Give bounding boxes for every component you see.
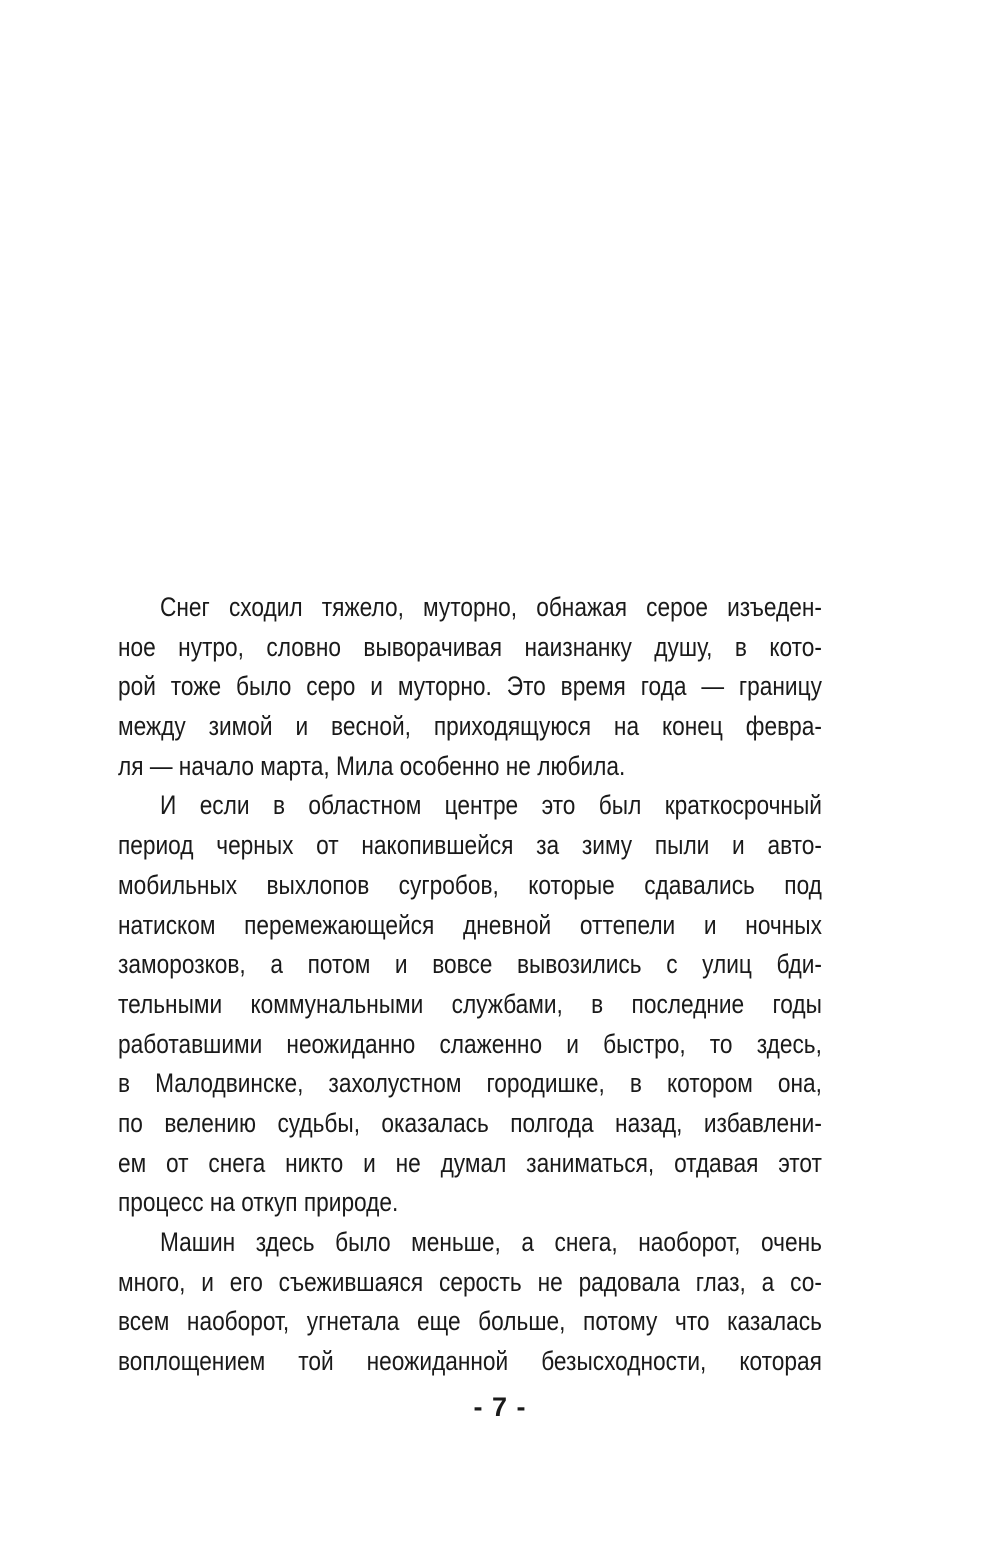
paragraph-2-line-10: ем от снега никто и не думал заниматься, отдавая этот xyxy=(118,1147,822,1178)
paragraph-1-line-1: Снег сходил тяжело, муторно, обнажая серое изъеден- xyxy=(160,592,822,622)
paragraph-3-line-4: воплощением той неожиданной безысходности, которая xyxy=(118,1346,822,1377)
paragraph-2-line-8: в Малодвинске, захолустном городишке, в котором она, xyxy=(118,1068,822,1099)
paragraph-2-line-5: заморозков, а потом и вовсе вывозились с улиц бди- xyxy=(118,949,822,980)
paragraph-1-line-2: ное нутро, словно выворачивая наизнанку душу, в кото- xyxy=(118,631,822,662)
paragraph-2-line-4: натиском перемежающейся дневной оттепели и ночных xyxy=(118,909,822,940)
paragraph-1-line-4: между зимой и весной, приходящуюся на конец февра- xyxy=(118,711,822,742)
paragraph-3-line-2: много, и его съежившаяся серость не радовала глаз, а со- xyxy=(118,1266,822,1297)
paragraph-1-line-5: ля — начало марта, Мила особенно не любила. xyxy=(118,750,626,781)
paragraph-2-line-11: процесс на откуп природе. xyxy=(118,1187,399,1218)
paragraph-1-line-3: рой тоже было серо и муторно. Это время года — границу xyxy=(118,671,822,702)
paragraph-2-line-9: по велению судьбы, оказалась полгода назад, избавлени- xyxy=(118,1107,822,1138)
paragraph-3-line-3: всем наоборот, угнетала еще больше, потому что казалась xyxy=(118,1306,822,1337)
paragraph-2-line-1: И если в областном центре это был краткосрочный xyxy=(160,790,822,821)
paragraph-3-line-1: Машин здесь было меньше, а снега, наоборот, очень xyxy=(160,1227,822,1257)
body-text xyxy=(118,588,822,1382)
paragraph-2-line-2: период черных от накопившейся за зиму пыли и авто- xyxy=(118,830,822,861)
paragraph-2-line-7: работавшими неожиданно слаженно и быстро, то здесь, xyxy=(118,1028,822,1059)
paragraph-2-line-3: мобильных выхлопов сугробов, которые сдавались под xyxy=(118,869,822,900)
paragraph-2-line-6: тельными коммунальными службами, в последние годы xyxy=(118,988,822,1019)
page-number: - 7 - xyxy=(473,1392,527,1422)
